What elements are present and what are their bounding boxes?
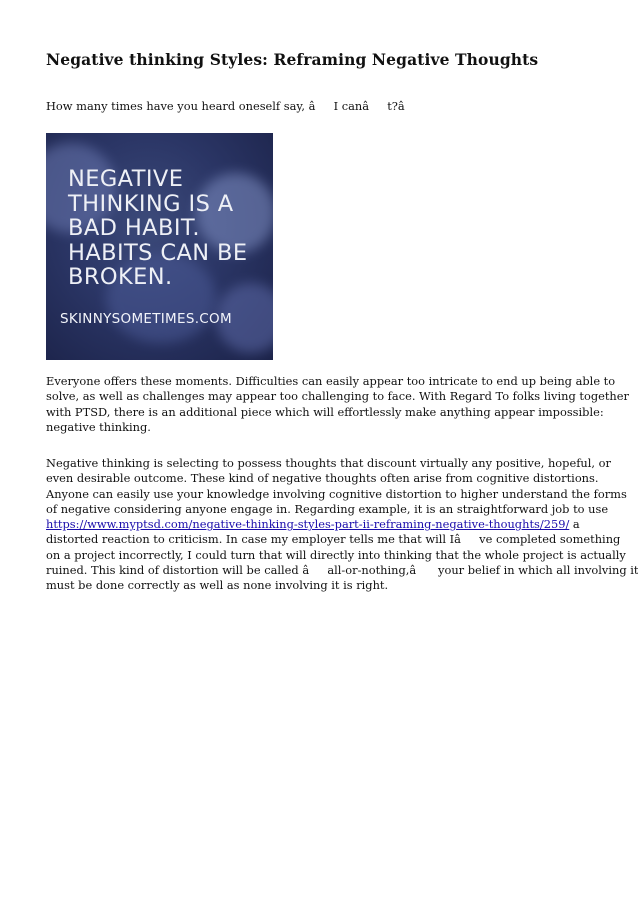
text-line: solve, as well as challenges may appear too challenging to face. With Regard To folks living together <box>46 389 629 404</box>
intro-text: How many times have you heard oneself say, âI canât?â <box>46 99 423 113</box>
hero-headline <box>68 167 248 290</box>
hero-line: HABITS CAN BE <box>68 239 248 266</box>
hero-site-label: SKINNYSOMETIMES.COM <box>60 311 232 327</box>
text-line: negative thinking. <box>46 419 151 434</box>
hero-line: BAD HABIT. <box>68 215 200 241</box>
hero-image <box>46 133 273 360</box>
text-line: ruined. This kind of distortion will be called âall-or-nothing,â your belief in which all involving it <box>46 563 638 578</box>
text-line: with PTSD, there is an additional piece which will effortlessly make anything appear impossible: <box>46 404 604 419</box>
link-line <box>46 517 596 532</box>
page-title: Negative thinking Styles: Reframing Negative Thoughts <box>46 50 539 69</box>
hero-line: NEGATIVE <box>68 166 184 192</box>
hero-line: THINKING IS A <box>68 190 234 217</box>
article-link[interactable]: https://www.myptsd.com/negative-thinking-styles-part-ii-reframing-negative-thoughts/259/ <box>46 517 570 532</box>
hero-line: BROKEN. <box>68 264 173 290</box>
text-line: distorted reaction to criticism. In case my employer tells me that will Iâve completed something <box>46 532 621 547</box>
paragraph-1 <box>46 374 629 435</box>
text-line: on a project incorrectly, I could turn that will directly into thinking that the whole project is actually <box>46 547 626 562</box>
text-line: must be done correctly as well as none involving it is right. <box>46 578 389 593</box>
text-line: Everyone offers these moments. Difficulties can easily appear too intricate to end up being able to <box>46 374 616 388</box>
text-line: even desirable outcome. These kind of negative thoughts often arise from cognitive distortions. <box>46 471 599 486</box>
text-line: of negative considering anyone engage in. Regarding example, it is an straightforward job to use <box>46 501 609 516</box>
text-line: Anyone can easily use your knowledge involving cognitive distortion to higher understand the forms <box>46 486 627 501</box>
link-trailing-text: a <box>569 517 580 532</box>
paragraph-2 <box>46 456 638 594</box>
text-line: Negative thinking is selecting to possess thoughts that discount virtually any positive, hopeful, or <box>46 456 611 470</box>
